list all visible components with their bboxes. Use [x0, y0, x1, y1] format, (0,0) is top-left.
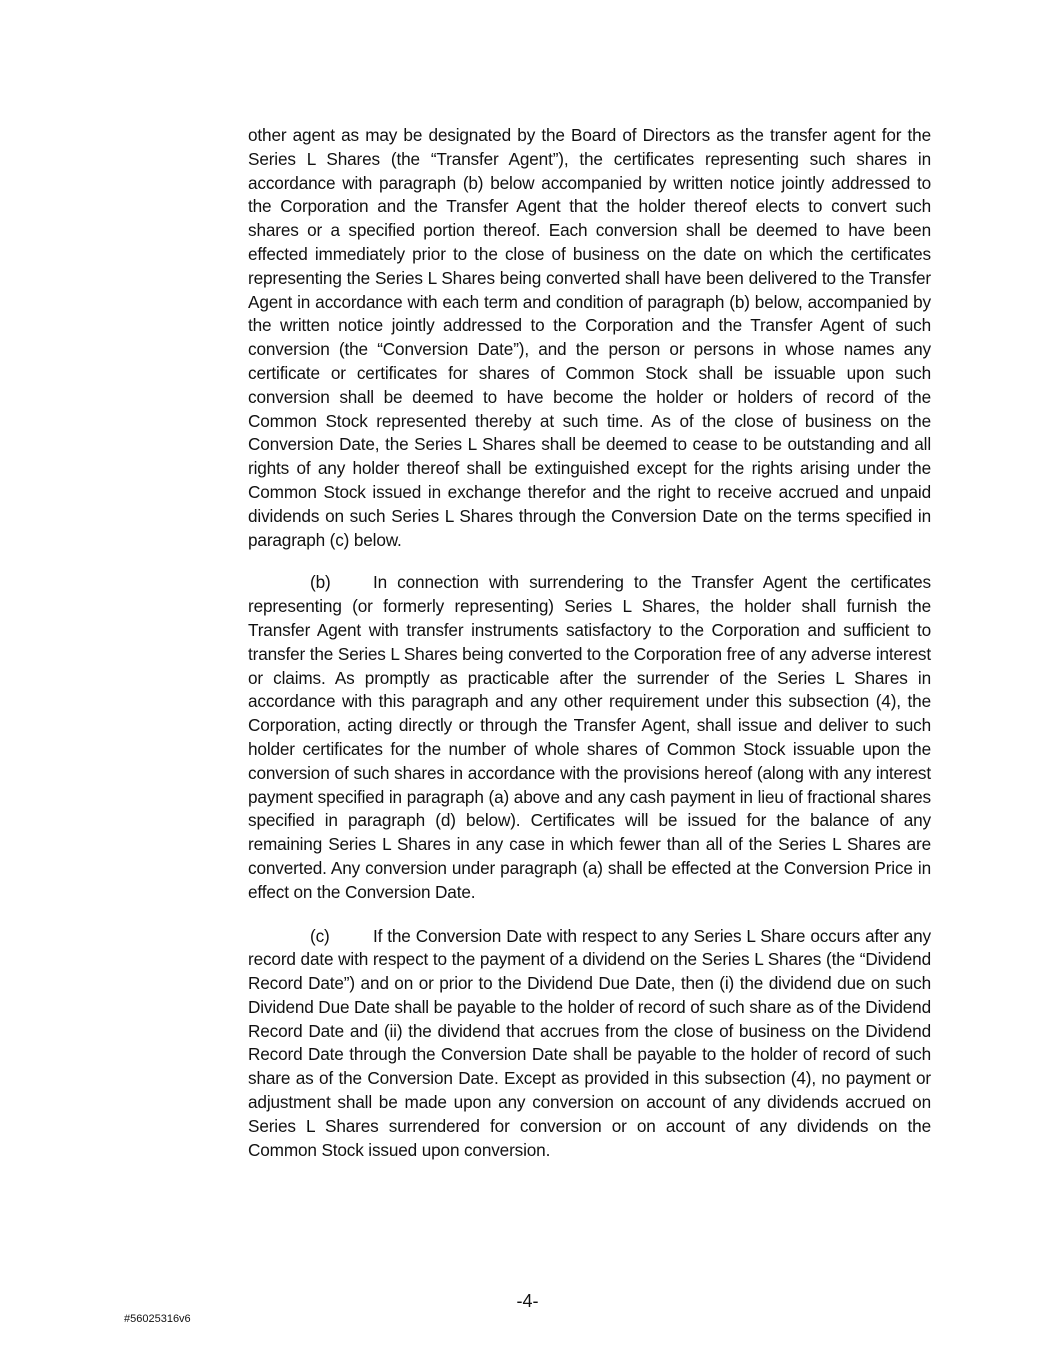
page-number: -4- [516, 1291, 539, 1311]
paragraph-marker: (b) [310, 572, 331, 593]
paragraph-text: If the Conversion Date with respect to any Series L Share occurs after any record date with respect to the payment of a dividend on the Series L Shares (the “Dividend Record Date”) and on or prior to the Dividend Due Date, then (i) the dividend due on such Dividend Due Date shall be payable to the holder of record of such share as of the Dividend Record Date and (ii) the dividend that accrues from the close of business on the Dividend Record Date through the Conversion Date shall be payable to the holder of record of such share as of the Conversion Date. Except as provided in this subsection (4), no payment or adjustment shall be made upon any conversion on account of any dividends accrued on Series L Shares surrendered for conversion or on account of any dividends on the Common Stock issued upon conversion. [248, 925, 931, 1160]
paragraph-text: In connection with surrendering to the Transfer Agent the certificates representing (or formerly representing) Series L Shares, the holder shall furnish the Transfer Agent with transfer instruments satisfactory to the Corporation and sufficient to transfer the Series L Shares being converted to the Corporation free of any adverse interest or claims. As promptly as practicable after the surrender of the Series L Shares in accordance with this paragraph and any other requirement under this subsection (4), the Corporation, acting directly or through the Transfer Agent, shall issue and deliver to such holder certificates for the number of whole shares of Common Stock issuable upon the conversion of such shares in accordance with the provisions hereof (along with any interest payment specified in paragraph (a) above and any cash payment in lieu of fractional shares specified in paragraph (d) below). Certificates will be issued for the balance of any remaining Series L Shares in any case in which fewer than all of the Series L Shares are converted. Any conversion under paragraph (a) shall be effected at the Conversion Price in effect on the Conversion Date. [248, 572, 931, 902]
paragraph-text: other agent as may be designated by the Board of Directors as the transfer agent for the Series L Shares (the “Transfer Agent”), the certificates representing such shares in accordance with paragraph (b) below accompanied by written notice jointly addressed to the Corporation and the Transfer Agent that the holder thereof elects to convert such shares or a specified portion thereof. Each conversion shall be deemed to have been effected immediately prior to the close of business on the date on which the certificates representing the Series L Shares being converted shall have been delivered to the Transfer Agent in accordance with each term and condition of paragraph (b) below, accompanied by the written notice jointly addressed to the Corporation and the Transfer Agent of such conversion (the “Conversion Date”), and the person or persons in whose names any certificate or certificates for shares of Common Stock shall be issuable upon such conversion shall be deemed to have become the holder or holders of record of the Common Stock represented thereby at such time. As of the close of business on the Conversion Date, the Series L Shares shall be deemed to cease to be outstanding and all rights of any holder thereof shall be extinguished except for the rights arising under the Common Stock issued in exchange therefor and the right to receive accrued and unpaid dividends on such Series L Shares through the Conversion Date on the terms specified in paragraph (c) below. [248, 125, 931, 550]
paragraph-continuation [248, 124, 931, 552]
document-id: #56025316v6 [124, 1313, 191, 1325]
paragraph-b [248, 571, 931, 904]
document-body [248, 124, 931, 1182]
paragraph-marker: (c) [310, 925, 330, 946]
paragraph-c [248, 925, 931, 1163]
